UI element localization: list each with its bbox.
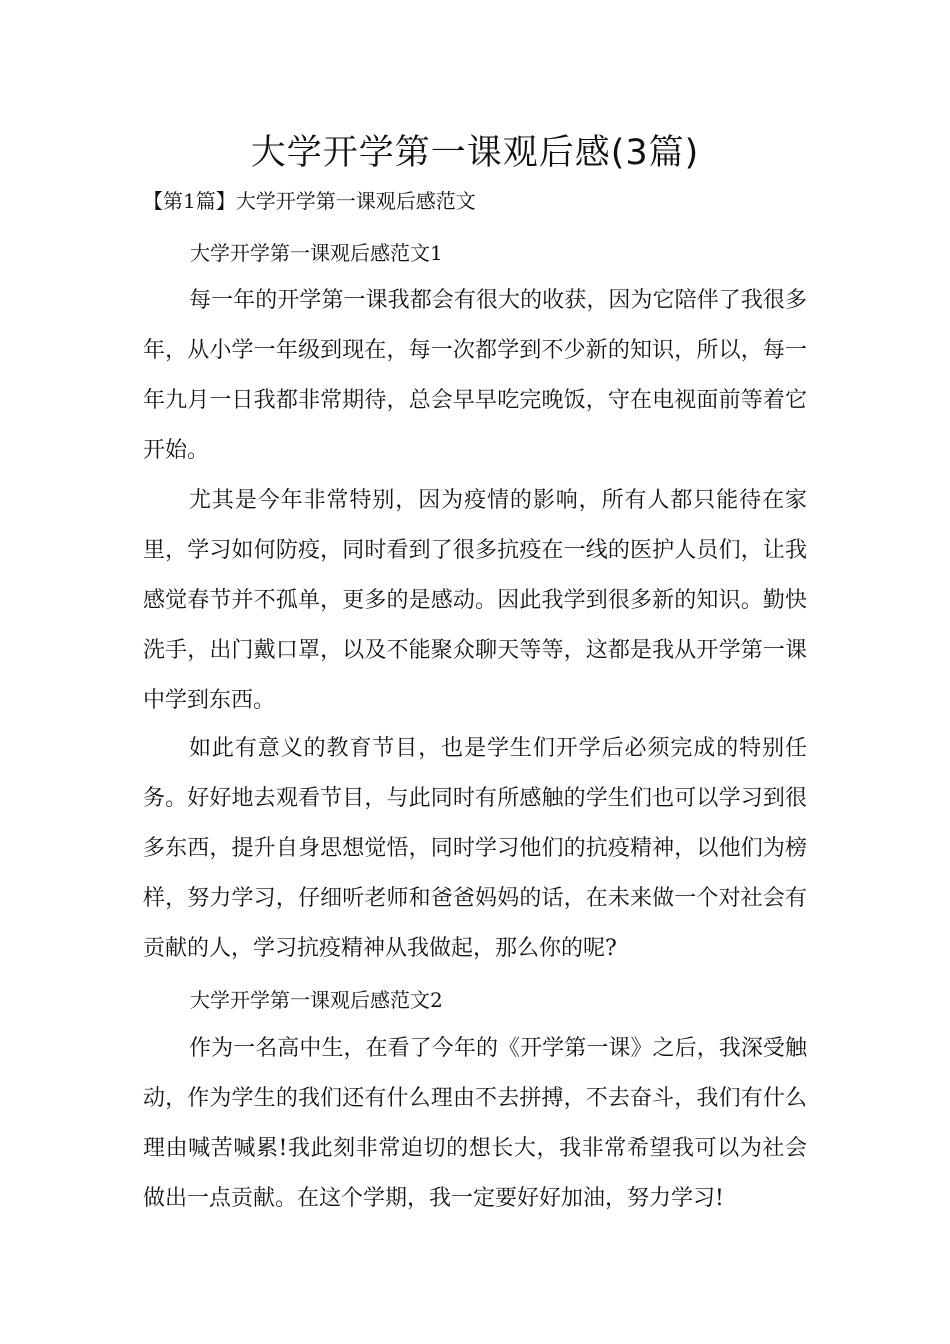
- paragraph-2: 尤其是今年非常特别，因为疫情的影响，所有人都只能待在家里，学习如何防疫，同时看到了很多抗疫在一线的医护人员们，让我感觉春节并不孤单，更多的是感动。因此我学到很多新的知识。勤快洗手，出门戴口罩，以及不能聚众聊天等等，这都是我从开学第一课中学到东西。: [143, 488, 807, 713]
- document-title: 大学开学第一课观后感(3篇): [250, 133, 700, 173]
- paragraph-4: 作为一名高中生，在看了今年的《开学第一课》之后，我深受触动，作为学生的我们还有什么理由不去拼搏，不去奋斗，我们有什么理由喊苦喊累!我此刻非常迫切的想长大，我非常希望我可以为社会做出一点贡献。在这个学期，我一定要好好加油，努力学习!: [143, 1036, 807, 1211]
- section-heading: 【第1篇】大学开学第一课观后感范文: [143, 189, 476, 213]
- sample-heading-1: 大学开学第一课观后感范文1: [190, 241, 443, 265]
- sample-heading-2: 大学开学第一课观后感范文2: [190, 988, 443, 1012]
- paragraph-3: 如此有意义的教育节目，也是学生们开学后必须完成的特别任务。好好地去观看节目，与此同时有所感触的学生们也可以学习到很多东西，提升自身思想觉悟，同时学习他们的抗疫精神，以他们为榜样，努力学习，仔细听老师和爸爸妈妈的话，在未来做一个对社会有贡献的人，学习抗疫精神从我做起，那么你的呢?: [143, 736, 807, 961]
- paragraph-1: 每一年的开学第一课我都会有很大的收获，因为它陪伴了我很多年，从小学一年级到现在，每一次都学到不少新的知识，所以，每一年九月一日我都非常期待，总会早早吃完晚饭，守在电视面前等着它开始。: [143, 288, 807, 463]
